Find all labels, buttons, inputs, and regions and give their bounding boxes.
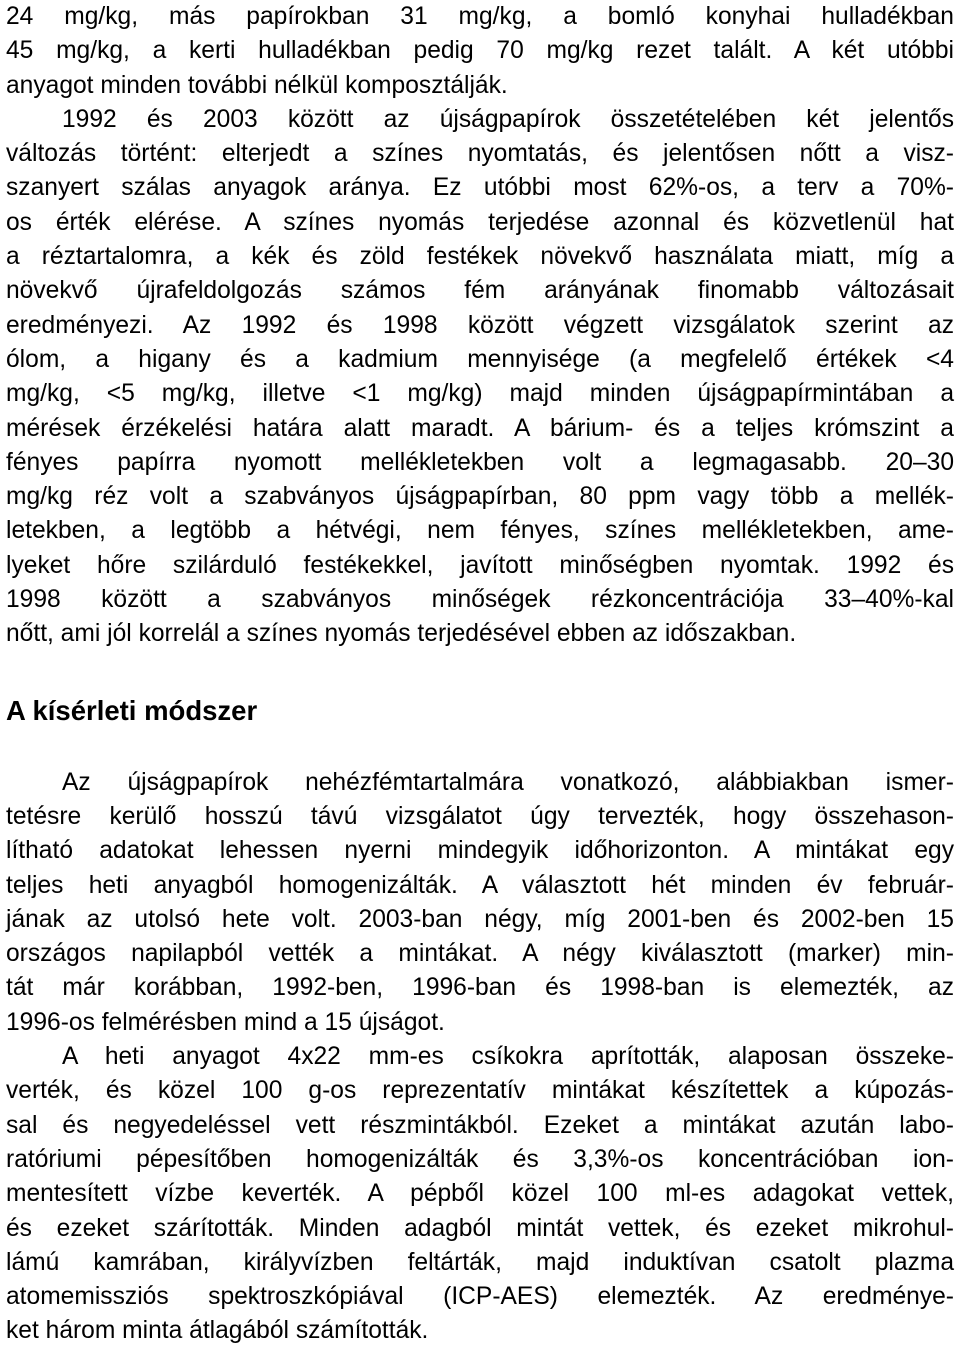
intro-paragraph: [6, 0, 954, 652]
document-page: [6, 0, 954, 1349]
text-line: lyeket hőre szilárduló festékekkel, javított minőségben nyomtak. 1992 és: [6, 551, 954, 579]
text-line: mérések érzékelési határa alatt maradt. A bárium- és a teljes krómszint a: [6, 414, 954, 442]
text-line: a réztartalomra, a kék és zöld festékek növekvő használata miatt, míg a: [6, 243, 954, 271]
text-line: mentesített vízbe keverték. A pépből közel 100 ml-es adagokat vettek,: [6, 1180, 954, 1208]
text-line: jának az utolsó hete volt. 2003-ban négy, míg 2001-ben és 2002-ben 15: [6, 905, 954, 933]
text-line: országos napilapból vették a mintákat. A négy kiválasztott (marker) min-: [6, 940, 954, 968]
text-line: anyagot minden további nélkül komposztálják.: [6, 71, 508, 99]
method-paragraph: [6, 766, 954, 1349]
text-line: os érték elérése. A színes nyomás terjedése azonnal és közvetlenül hat: [6, 208, 954, 236]
text-line: letekben, a legtöbb a hétvégi, nem fényes, színes mellékletekben, ame-: [6, 517, 954, 545]
text-line: eredményezi. Az 1992 és 1998 között végzett vizsgálatok szerint az: [6, 311, 954, 339]
text-line: ólom, a higany és a kadmium mennyisége (a megfelelő értékek <4: [6, 345, 954, 373]
text-line: 1996-os felmérésben mind a 15 újságot.: [6, 1008, 445, 1036]
text-line: atomemissziós spektroszkópiával (ICP-AES) elemezték. Az eredménye-: [6, 1283, 954, 1311]
text-line: lítható adatokat lehessen nyerni mindegyik időhorizonton. A mintákat egy: [6, 837, 954, 865]
text-line: 1992 és 2003 között az újságpapírok összetételében két jelentős: [62, 105, 954, 133]
text-line: 45 mg/kg, a kerti hulladékban pedig 70 mg/kg rezet talált. A két utóbbi: [6, 37, 954, 65]
text-line: sal és negyedeléssel vett részmintákból. Ezeket a mintákat azután labo-: [6, 1111, 954, 1139]
text-line: nőtt, ami jól korrelál a színes nyomás terjedésével ebben az időszakban.: [6, 620, 797, 648]
text-line: A heti anyagot 4x22 mm-es csíkokra aprították, alaposan összeke-: [62, 1043, 954, 1071]
text-line: 24 mg/kg, más papírokban 31 mg/kg, a bomló konyhai hulladékban: [6, 3, 954, 30]
text-line: és ezeket szárították. Minden adagból mintát vettek, és ezeket mikrohul-: [6, 1214, 954, 1242]
text-line: 1998 között a szabványos minőségek rézkoncentrációja 33–40%-kal: [6, 586, 954, 614]
text-line: változás történt: elterjedt a színes nyomtatás, és jelentősen nőtt a visz-: [6, 140, 954, 168]
text-line: fényes papírra nyomott mellékletekben volt a legmagasabb. 20–30: [6, 448, 954, 476]
text-line: verték, és közel 100 g-os reprezentatív mintákat készítettek a kúpozás-: [6, 1077, 954, 1105]
text-line: növekvő újrafeldolgozás számos fém arányának finomabb változásait: [6, 277, 954, 305]
text-line: tát már korábban, 1992-ben, 1996-ban és 1998-ban is elemezték, az: [6, 974, 954, 1002]
text-line: lámú kamrában, királyvízben feltárták, majd induktívan csatolt plazma: [6, 1248, 954, 1276]
section-heading: A kísérleti módszer: [6, 694, 258, 726]
text-line: mg/kg réz volt a szabványos újságpapírban, 80 ppm vagy több a mellék-: [6, 483, 954, 511]
text-line: szanyert szálas anyagok aránya. Ez utóbbi most 62%-os, a terv a 70%-: [6, 174, 954, 202]
text-line: teljes heti anyagból homogenizálták. A választott hét minden év február-: [6, 871, 954, 899]
text-line: Az újságpapírok nehézfémtartalmára vonatkozó, alábbiakban ismer-: [62, 768, 954, 796]
text-line: tetésre kerülő hosszú távú vizsgálatot úgy tervezték, hogy összehason-: [6, 802, 954, 830]
text-line: mg/kg, <5 mg/kg, illetve <1 mg/kg) majd minden újságpapírmintában a: [6, 380, 954, 408]
text-line: ket három minta átlagából számították.: [6, 1317, 429, 1345]
text-line: ratóriumi pépesítőben homogenizálták és 3,3%-os koncentrációban ion-: [6, 1145, 954, 1173]
